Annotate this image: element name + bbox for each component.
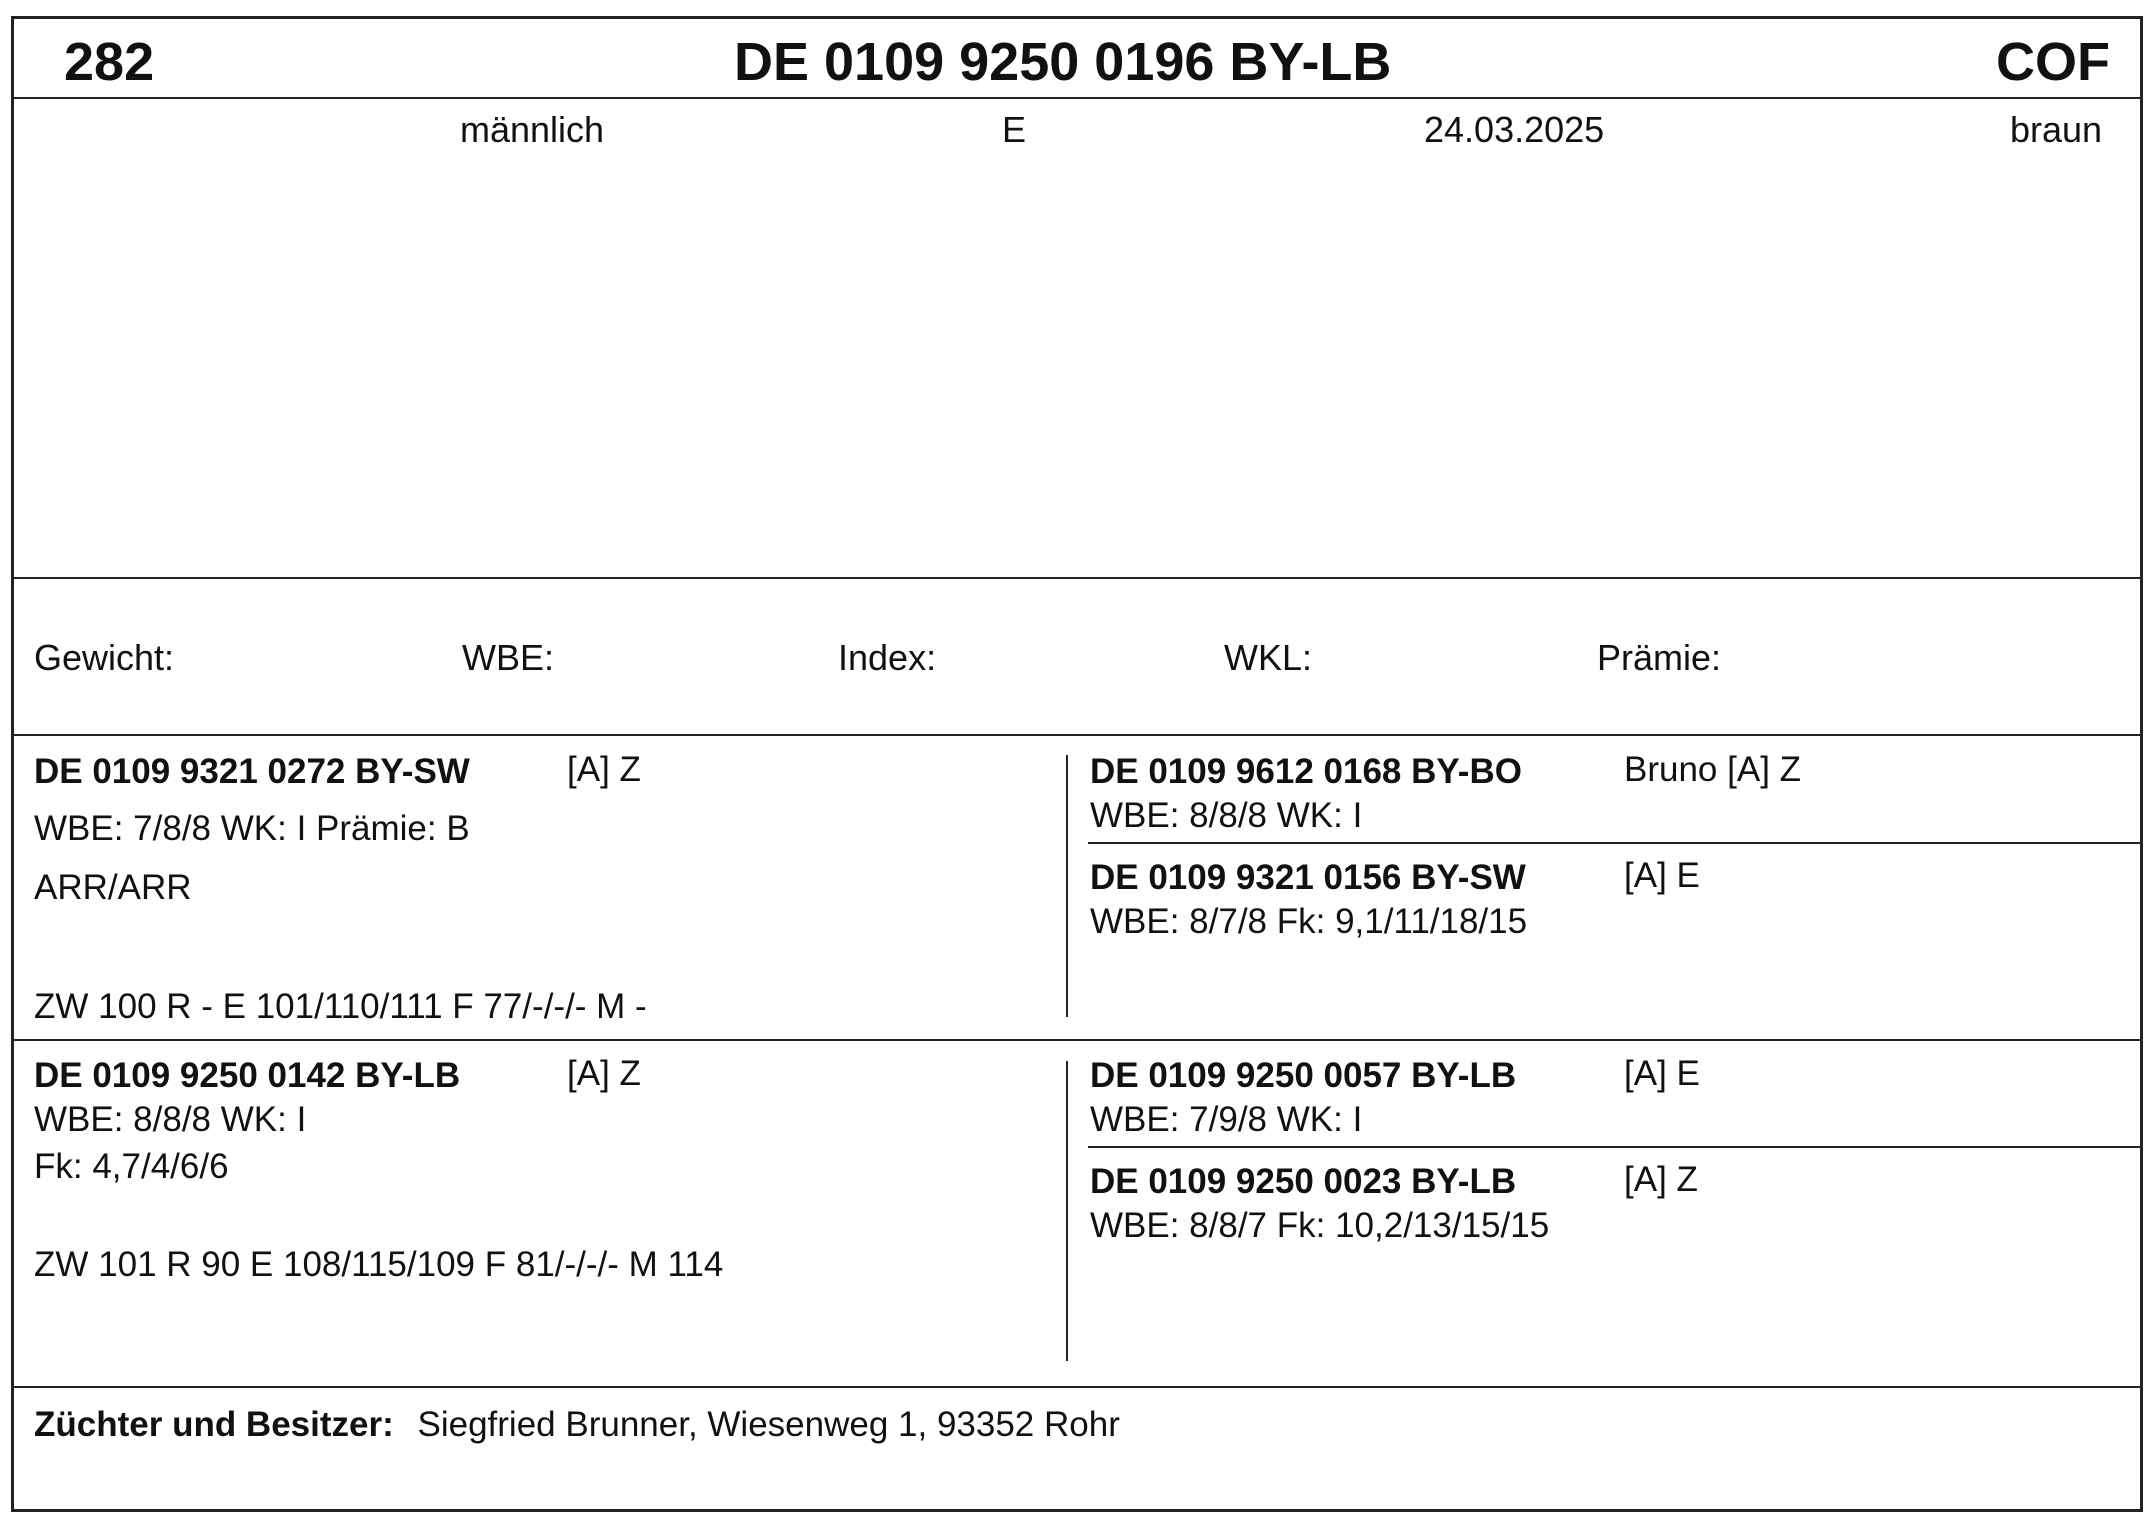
dam-fk: Fk: 4,7/4/6/6 [34,1147,229,1186]
divider-footer [14,1386,2140,1388]
letter-value: E [1002,109,1027,150]
divider-dam-parents [1088,1146,2140,1148]
sire-genotype: ARR/ARR [34,868,192,907]
label-wkl: WKL: [1224,637,1313,678]
dam-sire-wbe: WBE: 7/9/8 WK: I [1090,1100,1363,1139]
divider-vertical-sire [1066,755,1068,1017]
label-wbe: WBE: [462,637,555,678]
dam-zw: ZW 101 R 90 E 108/115/109 F 81/-/-/- M 114 [34,1245,724,1284]
label-praemie: Prämie: [1597,637,1722,678]
animal-id: DE 0109 9250 0196 BY-LB [734,32,1392,92]
sex-value: männlich [460,109,605,150]
breed-code: COF [1996,32,2110,92]
breeder-value: Siegfried Brunner, Wiesenweg 1, 93352 Rohr [417,1405,1120,1444]
sire-sire-tag: Bruno [A] Z [1624,750,1802,789]
dam-sire-tag: [A] E [1624,1054,1700,1093]
sire-tag: [A] Z [567,750,641,789]
catalog-number: 282 [64,32,155,92]
dam-sire-id: DE 0109 9250 0057 BY-LB [1090,1056,1517,1095]
pedigree-card [11,16,2143,1512]
divider-sire-parents [1088,842,2140,844]
sire-dam-tag: [A] E [1624,856,1700,895]
sire-dam-wbe: WBE: 8/7/8 Fk: 9,1/11/18/15 [1090,902,1528,941]
sire-dam-id: DE 0109 9321 0156 BY-SW [1090,858,1526,897]
dam-dam-id: DE 0109 9250 0023 BY-LB [1090,1162,1517,1201]
sire-id: DE 0109 9321 0272 BY-SW [34,752,470,791]
divider-sire-dam [14,1039,2140,1041]
breeder-line [34,1405,1120,1445]
dam-dam-tag: [A] Z [1624,1160,1698,1199]
sire-wbe: WBE: 7/8/8 WK: I Prämie: B [34,809,470,848]
dam-tag: [A] Z [567,1054,641,1093]
birth-date: 24.03.2025 [1424,109,1605,150]
dam-dam-wbe: WBE: 8/8/7 Fk: 10,2/13/15/15 [1090,1206,1550,1245]
divider-info [14,577,2140,579]
dam-id: DE 0109 9250 0142 BY-LB [34,1056,461,1095]
sire-zw: ZW 100 R - E 101/110/111 F 77/-/-/- M - [34,987,647,1026]
dam-wbe: WBE: 8/8/8 WK: I [34,1100,307,1139]
divider-header [14,97,2140,99]
divider-labels [14,734,2140,736]
sire-sire-id: DE 0109 9612 0168 BY-BO [1090,752,1522,791]
divider-vertical-dam [1066,1061,1068,1361]
breeder-label: Züchter und Besitzer: [34,1405,394,1444]
sire-sire-wbe: WBE: 8/8/8 WK: I [1090,796,1363,835]
label-index: Index: [838,637,937,678]
label-gewicht: Gewicht: [34,637,175,678]
color-value: braun [2010,109,2103,150]
